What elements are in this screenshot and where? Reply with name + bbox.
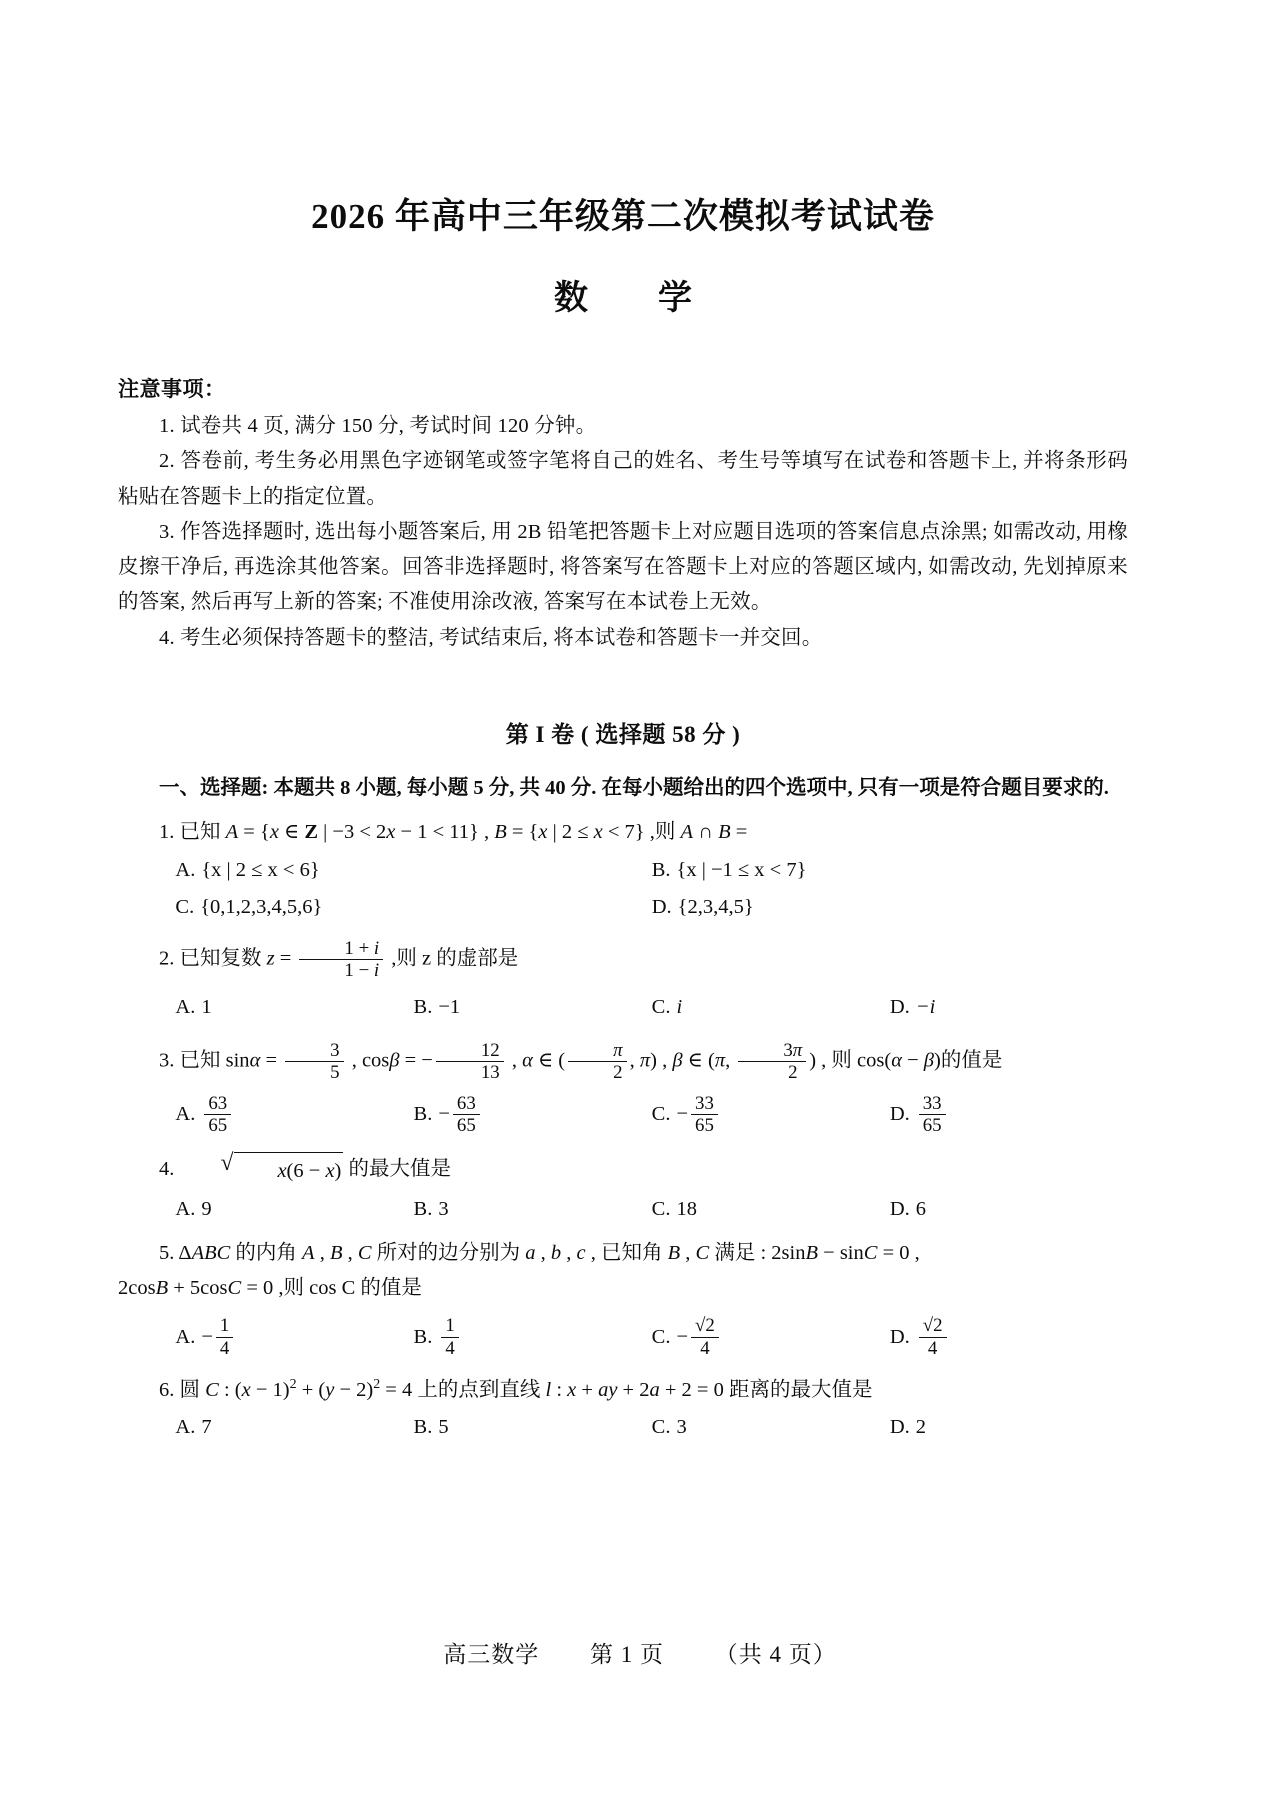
question-1-option-d[interactable] <box>652 891 1128 924</box>
option-label: B. <box>413 995 433 1018</box>
option-text: 7 <box>201 1416 212 1439</box>
question-3 <box>118 1040 1128 1136</box>
question-6-options <box>118 1411 1128 1444</box>
question-6-option-b[interactable] <box>414 1411 652 1444</box>
question-2-option-d[interactable] <box>890 991 1128 1024</box>
fraction-3-over-5: $\frac{3}{5}$ <box>285 1040 343 1083</box>
option-fraction <box>919 1093 946 1136</box>
question-2-option-c[interactable] <box>652 991 890 1024</box>
option-label: D. <box>889 1197 910 1220</box>
question-6-number: 6. <box>159 1378 175 1401</box>
option-text: {0,1,2,3,4,5,6} <box>200 895 323 918</box>
question-1-stem-suffix: 则 <box>654 821 676 844</box>
option-label: B. <box>413 1416 433 1439</box>
footer-page-number: 第 1 页 <box>590 1642 664 1667</box>
question-1-options-row-1 <box>118 854 1128 887</box>
question-5-number: 5. <box>159 1241 175 1264</box>
option-label: A. <box>175 1416 196 1439</box>
option-sign: − <box>201 1325 213 1348</box>
footer-total-pages: （共 4 页） <box>714 1642 837 1667</box>
notice-item-3: 3. 作答选择题时, 选出每小题答案后, 用 2B 铅笔把答题卡上对应题目选项的答案信息点涂黑; 如需改动, 用橡皮擦干净后, 再选涂其他答案。回答非选择题时, 将答案写在答题卡上对应的答题区域内, 如需改动, 先划掉原来的答案, 然后再写上新的答案; 不准使用涂改液, 答案写在本试卷上无效。 <box>118 520 1128 614</box>
question-4-option-d[interactable] <box>890 1193 1128 1226</box>
option-text: 2 <box>915 1416 926 1439</box>
question-4 <box>118 1152 1128 1226</box>
fraction-denominator: 4 <box>927 1337 938 1359</box>
question-2-stem-prefix: 已知复数 <box>179 946 262 969</box>
option-text: i <box>676 995 683 1018</box>
option-fraction <box>216 1315 233 1358</box>
subject-title: 数 学 <box>554 280 710 317</box>
option-text: 6 <box>915 1197 926 1220</box>
option-fraction <box>919 1315 947 1358</box>
option-label: D. <box>889 995 910 1018</box>
question-2-number: 2. <box>159 946 175 969</box>
question-1 <box>118 815 1128 923</box>
notice-heading: 注意事项： <box>118 377 226 401</box>
question-2-stem: 2. 已知复数 z = $\frac{1 + i}{1 - i}$ ,则 z 的虚部是 <box>159 937 519 981</box>
question-3-option-a[interactable] <box>175 1093 413 1136</box>
option-label: B. <box>413 1197 433 1220</box>
option-text: 3 <box>438 1197 449 1220</box>
fraction-numerator: 1 <box>441 1315 458 1337</box>
option-label: C. <box>651 995 671 1018</box>
question-4-option-c[interactable] <box>652 1193 890 1226</box>
option-label: A. <box>175 859 196 882</box>
option-text: 1 <box>201 995 212 1018</box>
question-2 <box>118 938 1128 1024</box>
option-fraction <box>691 1093 718 1136</box>
option-text: 5 <box>438 1416 449 1439</box>
fraction-denominator: 4 <box>700 1337 710 1359</box>
footer-subject: 高三数学 <box>443 1642 540 1667</box>
question-5-option-d[interactable] <box>890 1315 1128 1358</box>
fraction-denominator: 4 <box>445 1337 455 1359</box>
fraction-denominator: 65 <box>456 1114 476 1136</box>
option-label: C. <box>651 1416 671 1439</box>
fraction-1-plus-i-over-1-minus-i: $\frac{1 + i}{1 - i}$ <box>299 938 383 981</box>
option-sign: − <box>676 1103 689 1126</box>
question-3-stem-prefix: 已知 <box>179 1048 221 1071</box>
fraction-numerator: 63 <box>204 1093 231 1115</box>
question-5-stem-line2: 2cosB + 5cosC = 0 ,则 cos C 的值是 <box>118 1276 422 1299</box>
question-3-stem-suffix: 的值是 <box>940 1048 1003 1071</box>
fraction-numerator: √2 <box>919 1315 947 1337</box>
option-label: D. <box>651 895 672 918</box>
option-label: B. <box>413 1325 433 1348</box>
question-2-option-a[interactable] <box>175 991 413 1024</box>
question-6 <box>118 1373 1128 1445</box>
question-5-option-a[interactable] <box>175 1315 413 1358</box>
option-text: −1 <box>438 995 461 1018</box>
option-text: {x | 2 ≤ x < 6} <box>201 859 320 882</box>
question-3-option-b[interactable] <box>414 1093 652 1136</box>
fraction-3pi-over-2: $\frac{3\pi}{2}$ <box>738 1040 806 1083</box>
option-label: C. <box>651 1103 671 1126</box>
option-fraction <box>204 1093 231 1136</box>
square-root-icon: √ x(6 − x) <box>180 1152 344 1189</box>
question-5-stem-tail: 则 cos C 的值是 <box>283 1276 422 1299</box>
option-label: D. <box>889 1325 910 1348</box>
question-5-option-b[interactable] <box>414 1315 652 1358</box>
question-5 <box>118 1236 1128 1359</box>
option-fraction <box>441 1315 458 1358</box>
question-4-option-a[interactable] <box>175 1193 413 1226</box>
fraction-numerator: 1 <box>216 1315 233 1337</box>
part-one-title: 第 I 卷 ( 选择题 58 分 ) <box>505 721 741 747</box>
question-3-stem: 3. 已知 sinα = $\frac{3}{5}$ , cosβ = − $\frac{12}{13}$ , α ∈ ( $\frac{\pi}{2}$ , π) , β ∈ (π, $\frac{3\pi}{2}$ ) , 则 cos(α − β)的值是 <box>159 1039 1003 1083</box>
option-label: A. <box>175 1103 196 1126</box>
option-label: C. <box>175 895 195 918</box>
question-4-option-b[interactable] <box>414 1193 652 1226</box>
question-1-number: 1. <box>159 821 175 844</box>
notice-item-1: 1. 试卷共 4 页, 满分 150 分, 考试时间 120 分钟。 <box>159 415 597 437</box>
question-5-options <box>118 1315 1128 1358</box>
question-5-stem: 5. ΔABC 的内角 A , B , C 所对的边分别为 a , b , c , 已知角 B , C 满足 : 2sinB − sinC = 0 , <box>159 1241 920 1264</box>
option-sign: − <box>438 1103 450 1126</box>
fraction-12-over-13: $\frac{12}{13}$ <box>436 1040 504 1083</box>
question-6-option-d[interactable] <box>890 1411 1128 1444</box>
fraction-denominator: 4 <box>219 1337 230 1359</box>
option-label: C. <box>651 1197 671 1220</box>
notice-item-4: 4. 考生必须保持答题卡的整洁, 考试结束后, 将本试卷和答题卡一并交回。 <box>159 626 823 649</box>
page-title: 2026 年高中三年级第二次模拟考试试卷 <box>311 197 935 236</box>
question-6-option-a[interactable] <box>175 1411 413 1444</box>
question-6-stem: 6. 圆 C : $(x - 1)^2 + (y - 2)^2 = 4$ 上的点到直线 l : x + ay + 2a + 2 = 0 距离的最大值是 <box>159 1376 873 1401</box>
fraction-denominator: 65 <box>922 1114 942 1136</box>
option-label: A. <box>175 1197 196 1220</box>
question-1-option-b[interactable] <box>652 854 1128 887</box>
option-text: −i <box>915 995 936 1018</box>
fraction-numerator: 33 <box>691 1093 718 1115</box>
option-fraction <box>453 1093 480 1136</box>
question-1-stem-prefix: 已知 <box>179 821 221 844</box>
question-3-options <box>118 1093 1128 1136</box>
question-1-option-c[interactable] <box>175 891 651 924</box>
fraction-numerator: 63 <box>453 1093 480 1115</box>
question-2-options <box>118 991 1128 1024</box>
question-2-option-b[interactable] <box>414 991 652 1024</box>
option-sign: − <box>676 1325 689 1348</box>
option-text: {x | −1 ≤ x < 7} <box>676 859 807 882</box>
fraction-pi-over-2: $\frac{\pi}{2}$ <box>568 1040 626 1083</box>
question-6-option-c[interactable] <box>652 1411 890 1444</box>
question-3-option-d[interactable] <box>890 1093 1128 1136</box>
fraction-numerator: 33 <box>919 1093 946 1115</box>
option-text: 18 <box>676 1197 697 1220</box>
question-4-options <box>118 1193 1128 1226</box>
notice-item-2: 2. 答卷前, 考生务必用黑色字迹钢笔或签字笔将自己的姓名、考生号等填写在试卷和答题卡上, 并将条形码粘贴在答题卡上的指定位置。 <box>118 450 1128 508</box>
option-fraction <box>691 1315 719 1358</box>
question-3-number: 3. <box>159 1048 175 1071</box>
section-description: 一、选择题: 本题共 8 小题, 每小题 5 分, 共 40 分. 在每小题给出的四个选项中, 只有一项是符合题目要求的. <box>159 776 1109 799</box>
question-4-stem <box>118 1152 1128 1189</box>
question-1-stem: 1. 已知 A = {x ∈ Z | −3 < 2x − 1 < 11} , B = {x | 2 ≤ x < 7} ,则 A ∩ B = <box>159 821 748 844</box>
fraction-denominator: 65 <box>208 1114 228 1136</box>
option-label: B. <box>651 859 671 882</box>
question-5-option-c[interactable] <box>652 1315 890 1358</box>
page-footer <box>0 1636 1280 1669</box>
option-label: D. <box>889 1103 910 1126</box>
option-label: B. <box>413 1103 433 1126</box>
option-label: A. <box>175 1325 196 1348</box>
option-text: 3 <box>676 1416 687 1439</box>
fraction-numerator: √2 <box>691 1315 719 1337</box>
option-text: {2,3,4,5} <box>677 895 754 918</box>
question-3-option-c[interactable] <box>652 1093 890 1136</box>
option-label: C. <box>651 1325 671 1348</box>
question-4-stem-suffix: 的最大值是 <box>348 1158 451 1181</box>
question-4-number: 4. <box>159 1158 175 1181</box>
question-1-option-a[interactable] <box>175 854 651 887</box>
fraction-denominator: 65 <box>695 1114 714 1136</box>
option-text: 9 <box>201 1197 212 1220</box>
option-label: A. <box>175 995 196 1018</box>
question-1-options-row-2 <box>118 891 1128 924</box>
question-2-stem-suffix: 则 z 的虚部是 <box>396 946 519 969</box>
option-label: D. <box>889 1416 910 1439</box>
page-content <box>118 0 1128 1444</box>
